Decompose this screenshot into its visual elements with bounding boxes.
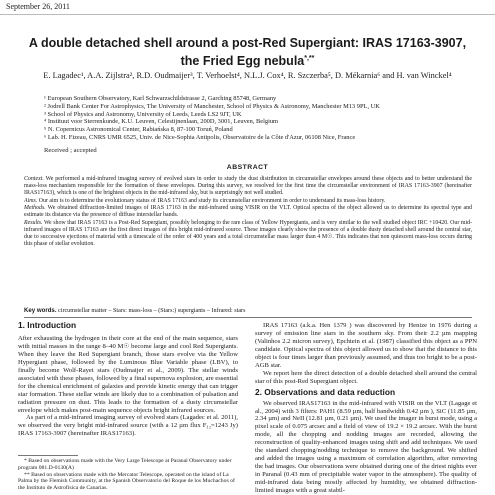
paper-title-text: A double detached shell around a post-Red Supergiant: IRAS 17163-3907, the Fried Egg nebula xyxy=(28,36,467,69)
affiliation-1: ¹ European Southern Observatory, Karl Schwarzschildstrasse 2, Garching 85748, Germany xyxy=(44,95,277,102)
footnote-2: ** Based on observations made with the Mercator Telescope, operated on the island of La Palma by the Flemish Community, at the Spanish Observatorio del Roque de los Muchachos of the Instituto de Astrofísica de Canarias. xyxy=(18,471,235,492)
keywords-text: circumstellar matter – Stars: mass-loss – (Stars:) supergiants – Infrared: stars xyxy=(58,308,246,314)
abstract-results xyxy=(24,220,472,248)
author-list: E. Lagadec¹, A.A. Zijlstra², R.D. Oudmaijer³, T. Verhoelst⁴, N.L.J. Cox⁴, R. Szczerba⁵, D. Mékarnia⁶ and H. van Winckel⁴ xyxy=(43,71,452,80)
received-line: Received ; accepted xyxy=(44,147,97,154)
observations-paragraph: We observed IRAS17163 in the mid-infrared with VISIR on the VLT (Lagage et al., 2004) with 3 filters: PAH1 (8.59 µm, half bandwidth 0.42 µm ), SiC (11.85 µm, 2.34 µm) and NeII (12.81 µm, 0.21 µm). We used the imager in burst mode, using a pixel scale of 0.075 arcsec and a field of view of 19.2 × 19.2 arcsec. With the burst mode, all the chopping and nodding images are recorded, allowing the reconstruction of quality-enhanced images using shift and add techniques. We used the standard chopping/nodding technique to remove the background. We shifted and added the images using a maximum of correlation algorithm, after removing the bad images. Our observations were obtained during one of the driest nights ever in Paranal (0.43 mm of precipitable water vapor in the atmosphere). The quality of mid-infrared data being mostly affected by humidity, we obtained diffraction-limited images with a great stabil- xyxy=(255,399,477,495)
abstract-body xyxy=(24,176,472,249)
intro-paragraph-2: As part of a mid-infrared imaging survey of evolved stars (Lagadec et al. 2011), we observed the very bright mid-infrared source (with a 12 µm flux F₁₂=1243 Jy) IRAS 17163-3907 (hereinafter IRAS17163). xyxy=(18,414,238,438)
affiliations xyxy=(44,95,464,142)
paper-title xyxy=(20,36,475,69)
affiliation-2: ² Jodrell Bank Center For Astrophysics, The University of Manchester, School of Physics & Astronomy, Manchester M13 9PL, UK xyxy=(44,102,380,110)
abstract-aims xyxy=(24,198,472,205)
affiliation-6: ⁶ Lab. H. Fizeau, CNRS UMR 6525, Univ. de Nice-Sophia Antipolis, Observatoire de la Côte d'Azur, 06108 Nice, France xyxy=(44,133,356,141)
footnotes xyxy=(18,455,238,492)
methods-label: Methods. xyxy=(24,205,46,212)
keywords-line xyxy=(24,307,472,314)
methods-text: We obtained diffraction-limited images of IRAS 17163 in the mid-infrared using VISIR on the VLT. Optical spectra of the object allowed us to determine its spectral type and estimate its distance via the presence of diffuse interstellar bands. xyxy=(24,205,472,219)
keywords-label: Key words. xyxy=(24,307,57,314)
title-footnote-marks: *,** xyxy=(304,55,315,62)
right-paragraph-2: We report here the direct detection of a double detached shell around the central star of this post-Red Supergiant object. xyxy=(255,369,477,385)
results-text: We show that IRAS 17163 is a Post-Red Supergiant, possibly belonging to the rare class of Yellow Hypergiants, and is very similar to the well studied object IRC +10420. Our mid-infrared images of IRAS 17163 are the first direct images of this bright mid-infrared source. These images clearly show the presence of a double dusty detached shell around the central star, due to successive ejections of material with a timescale of the order of 400 years and a total circumstellar mass larger than 4 M☉. This indicates that non quiescent mass-loss occurs during this phase of stellar evolution. xyxy=(24,220,472,248)
abstract-heading: ABSTRACT xyxy=(226,164,269,171)
context-label: Context. xyxy=(24,176,44,182)
page-header-bar xyxy=(0,0,495,15)
header-date: September 26, 2011 xyxy=(6,2,70,11)
results-label: Results. xyxy=(24,220,43,227)
aims-label: Aims. xyxy=(24,197,38,204)
abstract-context xyxy=(24,176,472,197)
left-column xyxy=(18,322,238,438)
intro-paragraph-1: After exhausting the hydrogen in their core at the end of the main sequence, stars with initial masses in the range 8–40 M☉ become large and cool Red Supergiants. When they leave the Red Supergiant branch, those stars evolve via the Yellow Hypergiant phase, followed by the Luminous Blue Variable phase (LBV), to finally become Wolf-Rayet stars (Oudmaijer et al., 2009). The stellar winds associated with these phases, followed by a final supernova explosion, are essential for the chemical enrichment of galaxies and provide kinetic energy that can trigger star formation. These stellar winds are likely due to a combination of pulsation and radiation pressure on dust. This leads to the formation of a dusty circumstellar envelope which makes post-main sequence objects bright infrared sources. xyxy=(18,334,238,414)
abstract-methods xyxy=(24,205,472,219)
affiliation-4: ⁴ Instituut voor Sterrenkunde, K.U. Leuven, Celestijnenlaan, 200D, 3001, Leuven, Belgium xyxy=(44,118,279,126)
right-paragraph-1: IRAS 17163 (a.k.a. Hen 1379 ) was discovered by Henize in 1976 during a survey of emission line stars in the southern sky. From their 2.2 µm mapping (Valinhos 2.2 micron survey), Epchtein et al. (1987) classified this object as a PPN candidate. Optical spectra of this object allowed us to show that the distance to this object is four times larger than previously assumed, and thus too bright to be a post-AGB star. xyxy=(255,322,477,369)
observations-heading: 2. Observations and data reduction xyxy=(255,386,396,397)
footnote-divider xyxy=(18,455,78,456)
right-column xyxy=(255,322,477,495)
abstract-divider xyxy=(24,317,472,318)
intro-heading: 1. Introduction xyxy=(18,320,77,330)
affiliation-5: ⁵ N. Copernicus Astronomical Center, Rabiańska 8, 87-100 Toruń, Poland xyxy=(44,126,233,134)
affiliation-3: ³ School of Physics and Astronomy, University of Leeds, Leeds LS2 9JT, UK xyxy=(44,110,242,118)
footnote-1: * Based on observations made with the Very Large Telescope at Paranal Observatory under program 081.D-0130(A) xyxy=(18,458,232,471)
context-text: We performed a mid-infrared imaging survey of evolved stars in order to study the dust distribution in circumstellar envelopes around these objects and to better understand the mass-loss mechanism responsible for the formation of these envelopes. During this survey, we resolved for the first time the circumstellar environment of IRAS 17163-3907 (hereinafter IRAS17163), which is one of the brightest objects in the mid-infrared sky, but is surprisingly not well studied. xyxy=(24,176,472,197)
aims-text: Our aim is to determine the evolutionary status of IRAS 17163 and study its circumstellar environment in order to understand its mass-loss history. xyxy=(38,197,386,204)
